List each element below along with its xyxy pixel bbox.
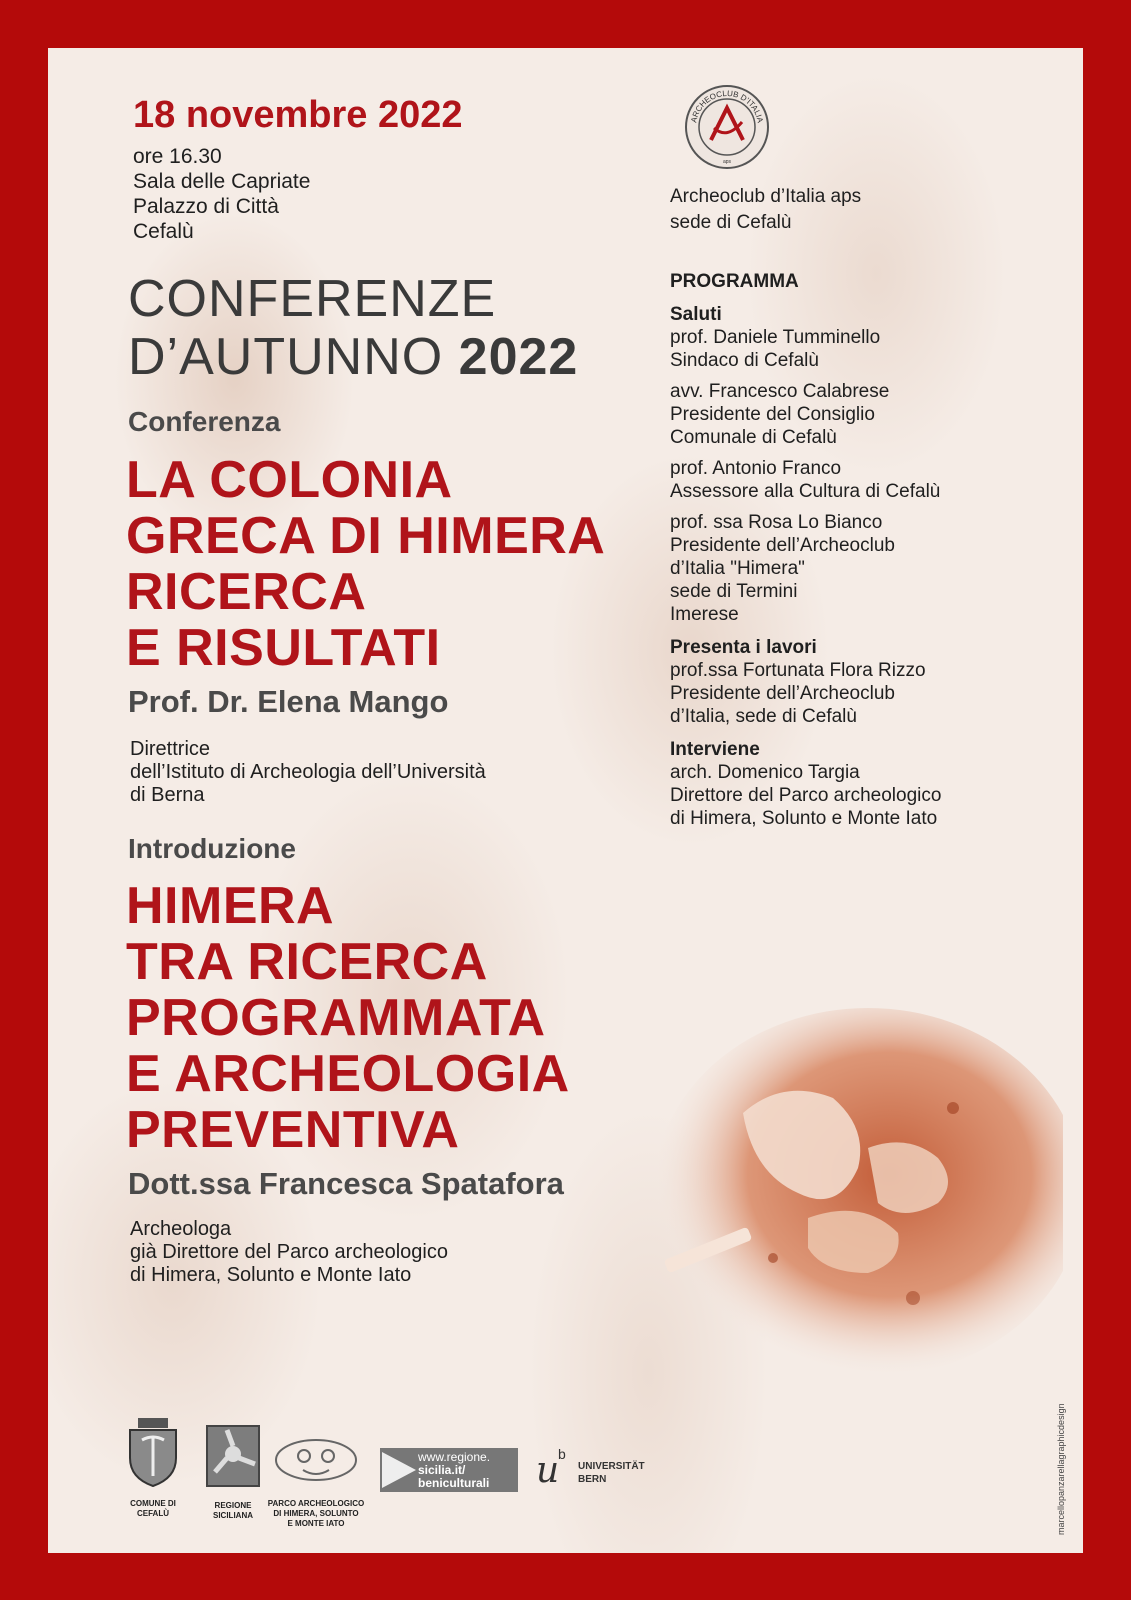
logo-caption-line: BERN [578,1474,607,1485]
introduction-kicker: Introduzione [128,833,296,864]
entry-line: sede di Termini [670,581,798,602]
role-line: di Himera, Solunto e Monte Iato [130,1264,412,1286]
coat-of-arms-icon [120,1416,186,1488]
entry-line: Direttore del Parco archeologico [670,785,942,806]
parco-archeologico-logo [266,1434,366,1549]
entry-line: prof. ssa Rosa Lo Bianco [670,512,883,533]
presenta-label: Presenta i lavori [670,637,817,658]
programme-entry [670,511,1070,626]
entry-line: arch. Domenico Targia [670,762,860,783]
sicilia-text [418,1448,490,1492]
role-line: dell’Istituto di Archeologia dell’Università [130,761,486,783]
regione-siciliana-logo [200,1424,266,1524]
logo-caption-line: PARCO ARCHEOLOGICO [267,1499,365,1508]
series-year: 2022 [458,328,579,386]
saluti-label: Saluti [670,304,722,325]
logo-caption-line: UNIVERSITÄT [578,1461,645,1472]
event-date: 18 novembre 2022 [133,94,463,136]
event-building: Palazzo di Città [133,195,279,218]
programme [670,270,1070,830]
conference-title-line: GRECA DI HIMERA [126,507,606,565]
interviene-label: Interviene [670,739,760,760]
role-line: già Direttore del Parco archeologico [130,1241,448,1263]
programme-heading: PROGRAMMA [670,271,799,292]
credit-text: marcellopanzarellagraphicdesign [1056,1403,1066,1535]
archeoclub-name [670,184,861,236]
entry-line: Sindaco di Cefalù [670,350,819,371]
entry-line: prof.ssa Fortunata Flora Rizzo [670,660,926,681]
conference-title-line: RICERCA [126,563,367,621]
entry-line: prof. Antonio Franco [670,458,842,479]
introduction-title-line: TRA RICERCA [126,933,488,991]
event-city: Cefalù [133,220,194,243]
entry-line: di Himera, Solunto e Monte Iato [670,808,938,829]
entry-line: Presidente dell’Archeoclub [670,535,895,556]
entry-line: prof. Daniele Tumminello [670,327,881,348]
universitat-bern-logo [536,1446,676,1494]
excavation-photo [633,998,1063,1378]
series-line-1: CONFERENZE [128,270,497,328]
role-line: Direttrice [130,738,211,760]
entry-line: Presidente del Consiglio [670,404,875,425]
entry-line: Comunale di Cefalù [670,427,837,448]
logo-caption-line: E MONTE IATO [287,1519,345,1528]
regione-sicilia-beniculturali-logo [380,1448,518,1492]
logo-caption-line: www.regione. [418,1450,491,1464]
bern-u-mark: u [536,1450,560,1491]
logo-caption-line: REGIONE [214,1501,252,1510]
designer-credit [1051,1338,1065,1538]
bern-b-mark: b [558,1446,566,1462]
conference-speaker-role [130,738,486,807]
event-hall: Sala delle Capriate [133,170,311,193]
programme-entry [670,659,1070,728]
programme-entry [670,457,1070,503]
introduction-title-line: E ARCHEOLOGIA [126,1045,570,1103]
introduction-speaker-role [130,1218,448,1287]
role-line: Archeologa [130,1218,232,1240]
club-branch-line: sede di Cefalù [670,212,792,233]
logo-caption-line: sicilia.it/ [418,1463,466,1477]
conference-title-line: E RISULTATI [126,619,441,677]
programme-entry [670,761,1070,830]
introduction-title [126,878,570,1158]
programme-entry [670,326,1070,372]
role-line: di Berna [130,784,205,806]
series-line-2: D’AUTUNNO [128,328,444,386]
gorgon-mask-icon [271,1434,361,1484]
introduction-title-line: PREVENTIVA [126,1101,460,1159]
entry-line: Presidente dell’Archeoclub [670,683,895,704]
entry-line: d’Italia, sede di Cefalù [670,706,857,727]
conference-kicker: Conferenza [128,406,281,437]
comune-cefalu-logo [120,1416,186,1526]
programme-entry [670,380,1070,449]
seal-aps: aps [722,159,732,165]
conference-title [126,452,605,676]
trinacria-icon [205,1424,261,1488]
conference-speaker: Prof. Dr. Elena Mango [128,684,449,719]
introduction-title-line: PROGRAMMATA [126,989,546,1047]
entry-line: d’Italia "Himera" [670,558,805,579]
archeoclub-seal-logo [684,84,770,170]
logo-caption-line: CEFALÙ [137,1509,169,1518]
introduction-title-line: HIMERA [126,877,335,935]
entry-line: Imerese [670,604,739,625]
poster [48,48,1083,1553]
entry-line: avv. Francesco Calabrese [670,381,890,402]
logo-caption-line: DI HIMERA, SOLUNTO [273,1509,359,1518]
event-venue [133,144,310,244]
triangle-mark-icon [380,1448,418,1492]
entry-line: Assessore alla Cultura di Cefalù [670,481,941,502]
introduction-speaker: Dott.ssa Francesca Spatafora [128,1166,564,1201]
conference-title-line: LA COLONIA [126,451,453,509]
logo-caption-line: COMUNE DI [130,1499,176,1508]
series-title [128,270,578,386]
event-time: ore 16.30 [133,145,222,168]
logo-caption-line: beniculturali [418,1476,490,1490]
club-name-line: Archeoclub d’Italia aps [670,186,862,207]
logo-caption-line: SICILIANA [213,1511,253,1520]
seal-text: ARCHEOCLUB D’ITALIA [689,88,765,124]
